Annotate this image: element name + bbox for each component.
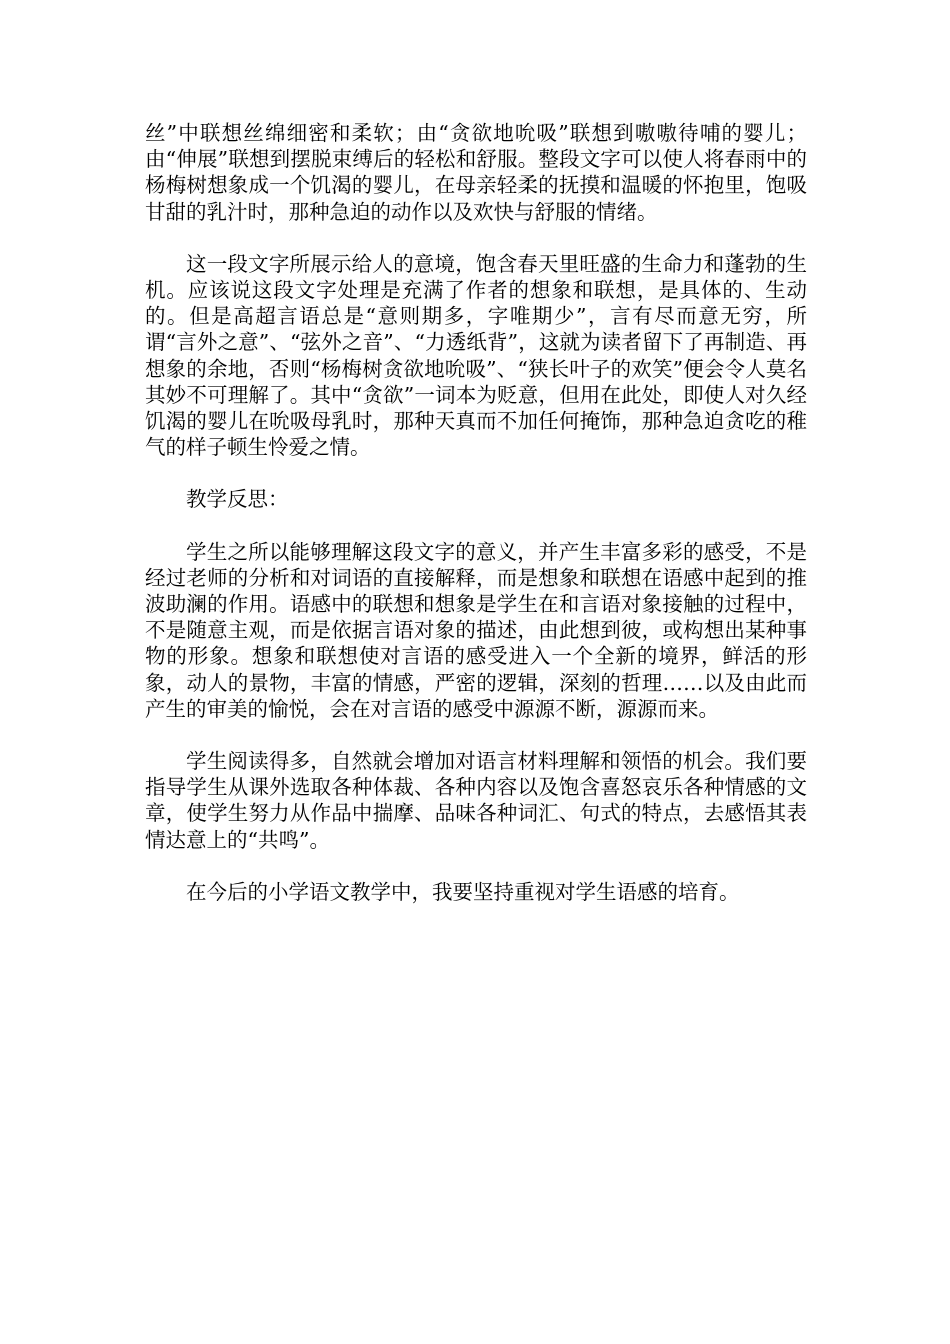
paragraph-continuation: 丝”中联想丝绵细密和柔软；由“贪欲地吮吸”联想到嗷嗷待哺的婴儿；由“伸展”联想到摆脱束缚后的轻松和舒服。整段文字可以使人将春雨中的杨梅树想象成一个饥渴的婴儿，在母亲轻柔的抚摸和温暖的怀抱里，饱吸甘甜的乳汁时，那种急迫的动作以及欢快与舒服的情绪。 <box>145 121 807 224</box>
paragraph-reflection-imagination: 学生之所以能够理解这段文字的意义，并产生丰富多彩的感受，不是经过老师的分析和对词语的直接解释，而是想象和联想在语感中起到的推波助澜的作用。语感中的联想和想象是学生在和言语对象接触的过程中，不是随意主观，而是依据言语对象的描述，由此想到彼，或构想出某种事物的形象。想象和联想使对言语的感受进入一个全新的境界，鲜活的形象，动人的景物，丰富的情感，严密的逻辑，深刻的哲理……以及由此而产生的审美的愉悦，会在对言语的感受中源源不断，源源而来。 <box>145 539 807 721</box>
paragraph-gap <box>145 460 807 486</box>
section-heading-reflection: 教学反思： <box>186 487 289 512</box>
paragraph-reflection-reading: 学生阅读得多，自然就会增加对语言材料理解和领悟的机会。我们要指导学生从课外选取各种体裁、各种内容以及饱含喜怒哀乐各种情感的文章，使学生努力从作品中揣摩、品味各种词汇、句式的特点，去感悟其表情达意上的“共鸣”。 <box>145 749 807 852</box>
paragraph-conclusion: 在今后的小学语文教学中，我要坚持重视对学生语感的培育。 <box>186 879 740 904</box>
paragraph-gap <box>145 853 807 879</box>
document-page <box>145 120 807 905</box>
paragraph-gap <box>145 513 807 539</box>
paragraph-gap <box>145 225 807 251</box>
paragraph-imagery-analysis: 这一段文字所展示给人的意境，饱含春天里旺盛的生命力和蓬勃的生机。应该说这段文字处理是充满了作者的想象和联想，是具体的、生动的。但是高超言语总是“意则期多，字唯期少”，言有尽而意无穷，所谓“言外之意”、“弦外之音”、“力透纸背”，这就为读者留下了再制造、再想象的余地，否则“杨梅树贪欲地吮吸”、“狭长叶子的欢笑”便会令人莫名其妙不可理解了。其中“贪欲”一词本为贬意，但用在此处，即使人对久经饥渴的婴儿在吮吸母乳时，那种天真而不加任何掩饰，那种急迫贪吃的稚气的样子顿生怜爱之情。 <box>145 251 807 460</box>
paragraph-gap <box>145 722 807 748</box>
